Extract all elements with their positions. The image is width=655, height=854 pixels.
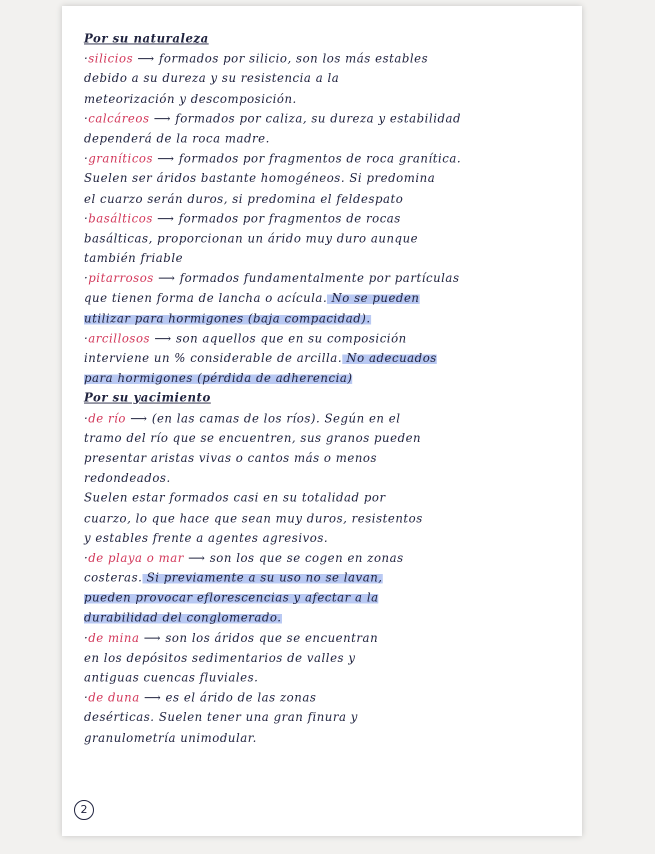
note-text: también friable: [84, 252, 184, 266]
highlighted-text: para hormigones (pérdida de adherencia): [84, 372, 353, 386]
note-line: [84, 50, 588, 70]
note-line: [84, 369, 588, 389]
note-text: antiguas cuencas fluviales.: [84, 671, 259, 686]
note-line: [84, 509, 588, 529]
term-label: de río: [88, 412, 127, 426]
note-text: que tienen forma de lancha o acícula.: [84, 292, 328, 306]
note-line: [84, 589, 588, 609]
term-label: de mina: [88, 631, 140, 646]
note-line: [84, 469, 588, 489]
note-line: [84, 170, 588, 190]
term-label: calcáreos: [88, 112, 150, 127]
note-line: [84, 130, 588, 150]
note-text: costeras.: [84, 571, 143, 586]
note-text: y estables frente a agentes agresivos.: [84, 531, 329, 546]
note-text: ⟶ formados fundamentalmente por partículas: [153, 272, 460, 286]
note-text: Suelen estar formados casi en su totalidad por: [84, 491, 386, 506]
note-line: [84, 230, 588, 250]
note-text: redondeados.: [84, 472, 171, 486]
note-line: [84, 629, 588, 649]
term-label: silicios: [88, 52, 134, 67]
note-text: basálticas, proporcionan un árido muy duro aunque: [84, 232, 419, 246]
note-line: [84, 270, 588, 290]
section-heading-text: Por su yacimiento: [84, 392, 211, 406]
section-heading: [84, 389, 588, 409]
term-label: graníticos: [88, 152, 154, 167]
note-text: ⟶ (en las camas de los ríos). Según en el: [126, 412, 401, 426]
page-number: 2: [74, 800, 94, 820]
note-line: [84, 669, 588, 689]
note-text: el cuarzo serán duros, si predomina el feldespato: [84, 192, 404, 206]
note-text: cuarzo, lo que hace que sean muy duros, resistentos: [84, 511, 423, 526]
note-text: Suelen ser áridos bastante homogéneos. Si predomina: [84, 172, 436, 186]
note-line: [84, 569, 588, 589]
highlighted-text: No se pueden: [327, 292, 420, 306]
highlighted-text: durabilidad del conglomerado.: [84, 611, 282, 626]
section-heading: [84, 30, 588, 50]
term-label: de duna: [88, 691, 140, 706]
bullet-dot: ·: [84, 272, 89, 286]
note-text: ⟶ formados por silicio, son los más estables: [133, 52, 429, 67]
note-text: ⟶ son los áridos que se encuentran: [139, 631, 379, 646]
note-line: [84, 190, 588, 210]
note-line: [84, 110, 588, 130]
note-line: [84, 429, 588, 449]
note-line: [84, 90, 588, 110]
note-text: ⟶ formados por fragmentos de rocas: [152, 212, 401, 226]
note-text: ⟶ son los que se cogen en zonas: [183, 551, 404, 566]
note-text: ⟶ formados por caliza, su dureza y estabilidad: [149, 112, 462, 127]
note-line: [84, 609, 588, 629]
bullet-dot: ·: [84, 551, 89, 566]
note-line: [84, 290, 588, 310]
note-text: meteorización y descomposición.: [84, 92, 297, 107]
note-text: interviene un % considerable de arcilla.: [84, 352, 343, 366]
term-label: arcillosos: [88, 332, 151, 346]
bullet-dot: ·: [84, 52, 89, 67]
term-label: pitarrosos: [88, 272, 154, 286]
highlighted-text: pueden provocar eflorescencias y afectar a la: [84, 591, 379, 606]
note-text: ⟶ son aquellos que en su composición: [150, 332, 407, 346]
note-line: [84, 350, 588, 370]
note-line: [84, 210, 588, 230]
note-line: [84, 729, 588, 749]
note-line: [84, 549, 588, 569]
bullet-dot: ·: [84, 112, 89, 127]
highlighted-text: utilizar para hormigones (baja compacidad).: [84, 312, 371, 326]
note-line: [84, 150, 588, 170]
note-line: [84, 409, 588, 429]
notebook-page: [62, 6, 582, 836]
note-line: [84, 310, 588, 330]
note-line: [84, 709, 588, 729]
bullet-dot: ·: [84, 631, 89, 646]
note-line: [84, 529, 588, 549]
note-line: [84, 250, 588, 270]
note-line: [84, 449, 588, 469]
bullet-dot: ·: [84, 212, 89, 226]
note-text: debido a su dureza y su resistencia a la: [84, 72, 340, 87]
section-heading-text: Por su naturaleza: [84, 32, 209, 47]
bullet-dot: ·: [84, 332, 89, 346]
note-text: granulometría unimodular.: [84, 731, 257, 746]
note-text: en los depósitos sedimentarios de valles y: [84, 651, 356, 666]
term-label: de playa o mar: [88, 551, 184, 566]
highlighted-text: No adecuados: [342, 352, 437, 366]
note-line: [84, 70, 588, 90]
note-line: [84, 489, 588, 509]
bullet-dot: ·: [84, 691, 89, 706]
note-text: ⟶ es el árido de las zonas: [139, 691, 317, 706]
note-line: [84, 330, 588, 350]
term-label: basálticos: [88, 212, 153, 226]
note-text: desérticas. Suelen tener una gran finura y: [84, 711, 358, 726]
note-line: [84, 689, 588, 709]
note-text: presentar aristas vivas o cantos más o menos: [84, 452, 378, 466]
note-text: dependerá de la roca madre.: [84, 132, 270, 147]
note-text: tramo del río que se encuentren, sus granos pueden: [84, 432, 422, 446]
handwritten-notes: [84, 30, 588, 749]
note-line: [84, 649, 588, 669]
bullet-dot: ·: [84, 412, 89, 426]
note-text: ⟶ formados por fragmentos de roca granítica.: [153, 152, 462, 167]
highlighted-text: Si previamente a su uso no se lavan,: [142, 571, 383, 586]
bullet-dot: ·: [84, 152, 89, 167]
